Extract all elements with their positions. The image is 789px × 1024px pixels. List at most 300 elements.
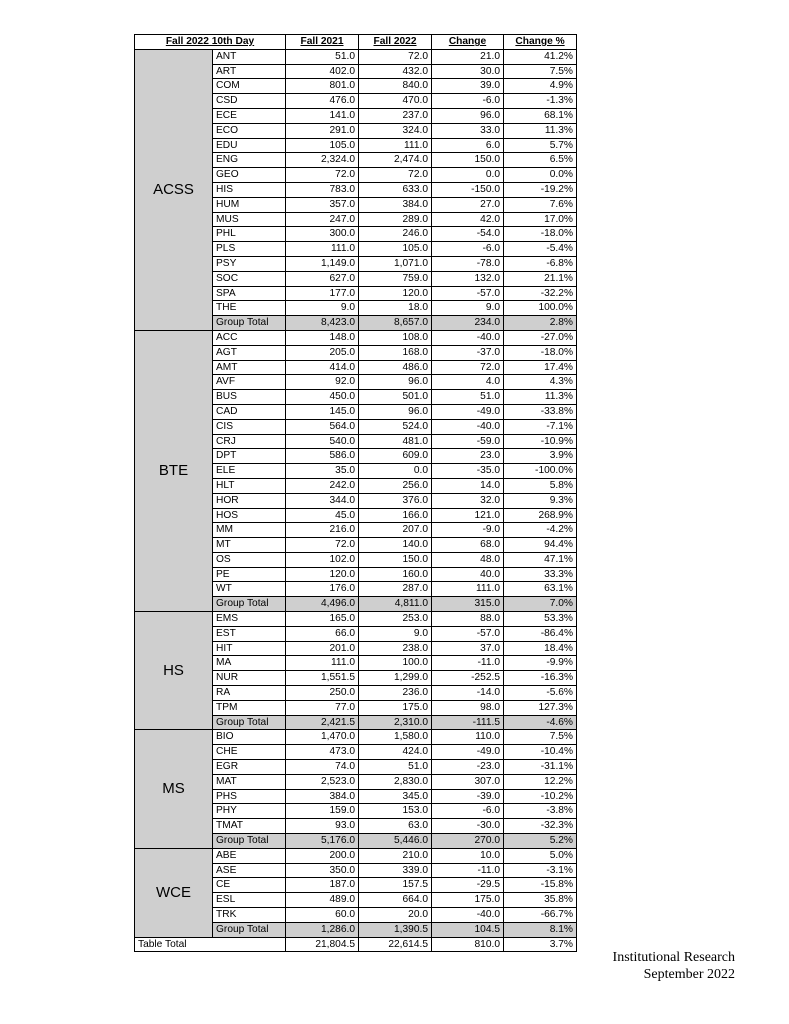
dept-code: HLT — [213, 478, 286, 493]
dept-code: MUS — [213, 212, 286, 227]
fall-2021-value: 357.0 — [286, 197, 359, 212]
fall-2022-value: 140.0 — [359, 538, 432, 553]
fall-2021-value: 165.0 — [286, 612, 359, 627]
dept-code: TRK — [213, 908, 286, 923]
change-pct-value: 18.4% — [504, 641, 577, 656]
change-pct-value: 11.3% — [504, 390, 577, 405]
change-value: 121.0 — [432, 508, 504, 523]
dept-code: ACC — [213, 330, 286, 345]
total-change: -111.5 — [432, 715, 504, 730]
fall-2021-value: 201.0 — [286, 641, 359, 656]
change-value: 33.0 — [432, 123, 504, 138]
table-row — [135, 848, 577, 863]
fall-2021-value: 102.0 — [286, 552, 359, 567]
fall-2022-value: 339.0 — [359, 863, 432, 878]
change-value: -6.0 — [432, 242, 504, 257]
fall-2022-value: 237.0 — [359, 108, 432, 123]
change-value: 9.0 — [432, 301, 504, 316]
fall-2021-value: 1,551.5 — [286, 671, 359, 686]
change-value: 96.0 — [432, 108, 504, 123]
change-pct-value: 5.8% — [504, 478, 577, 493]
change-pct-value: -10.2% — [504, 789, 577, 804]
change-value: 37.0 — [432, 641, 504, 656]
fall-2021-value: 177.0 — [286, 286, 359, 301]
fall-2022-value: 238.0 — [359, 641, 432, 656]
dept-code: TPM — [213, 700, 286, 715]
header-change-pct: Change % — [504, 35, 577, 50]
dept-code: RA — [213, 686, 286, 701]
change-pct-value: 11.3% — [504, 123, 577, 138]
change-value: -30.0 — [432, 819, 504, 834]
dept-code: MAT — [213, 774, 286, 789]
fall-2021-value: 2,324.0 — [286, 153, 359, 168]
change-value: 307.0 — [432, 774, 504, 789]
dept-code: HOR — [213, 493, 286, 508]
fall-2021-value: 564.0 — [286, 419, 359, 434]
change-pct-value: -66.7% — [504, 908, 577, 923]
fall-2021-value: 205.0 — [286, 345, 359, 360]
dept-code: GEO — [213, 168, 286, 183]
fall-2022-value: 72.0 — [359, 168, 432, 183]
change-pct-value: 68.1% — [504, 108, 577, 123]
change-value: 175.0 — [432, 893, 504, 908]
change-value: -37.0 — [432, 345, 504, 360]
change-value: 72.0 — [432, 360, 504, 375]
change-pct-value: 5.0% — [504, 848, 577, 863]
change-pct-value: 63.1% — [504, 582, 577, 597]
total-fall-2021: 1,286.0 — [286, 922, 359, 937]
table-total-row — [135, 937, 577, 952]
change-value: -57.0 — [432, 626, 504, 641]
change-pct-value: -3.1% — [504, 863, 577, 878]
fall-2022-value: 96.0 — [359, 375, 432, 390]
change-pct-value: 127.3% — [504, 700, 577, 715]
change-value: -11.0 — [432, 656, 504, 671]
fall-2022-value: 256.0 — [359, 478, 432, 493]
fall-2022-value: 51.0 — [359, 760, 432, 775]
change-pct-value: 5.7% — [504, 138, 577, 153]
change-pct-value: 17.4% — [504, 360, 577, 375]
change-value: 32.0 — [432, 493, 504, 508]
change-pct-value: -19.2% — [504, 182, 577, 197]
change-pct-value: -16.3% — [504, 671, 577, 686]
fall-2022-value: 253.0 — [359, 612, 432, 627]
dept-code: MT — [213, 538, 286, 553]
dept-code: EST — [213, 626, 286, 641]
header-row — [135, 35, 577, 50]
total-fall-2022: 8,657.0 — [359, 316, 432, 331]
fall-2021-value: 51.0 — [286, 49, 359, 64]
change-value: 6.0 — [432, 138, 504, 153]
fall-2022-value: 384.0 — [359, 197, 432, 212]
change-pct-value: -32.2% — [504, 286, 577, 301]
change-pct-value: 47.1% — [504, 552, 577, 567]
dept-code: EGR — [213, 760, 286, 775]
fall-2021-value: 159.0 — [286, 804, 359, 819]
dept-code: COM — [213, 79, 286, 94]
fall-2022-value: 609.0 — [359, 449, 432, 464]
dept-code: TMAT — [213, 819, 286, 834]
fall-2021-value: 1,149.0 — [286, 256, 359, 271]
change-value: 14.0 — [432, 478, 504, 493]
change-value: -11.0 — [432, 863, 504, 878]
change-value: 4.0 — [432, 375, 504, 390]
fall-2021-value: 216.0 — [286, 523, 359, 538]
fall-2021-value: 2,523.0 — [286, 774, 359, 789]
fall-2022-value: 246.0 — [359, 227, 432, 242]
change-value: 48.0 — [432, 552, 504, 567]
change-pct-value: -31.1% — [504, 760, 577, 775]
fall-2022-value: 207.0 — [359, 523, 432, 538]
change-value: -54.0 — [432, 227, 504, 242]
fall-2021-value: 242.0 — [286, 478, 359, 493]
dept-code: HUM — [213, 197, 286, 212]
dept-code: AMT — [213, 360, 286, 375]
dept-code: ABE — [213, 848, 286, 863]
fall-2022-value: 376.0 — [359, 493, 432, 508]
change-pct-value: -100.0% — [504, 464, 577, 479]
change-pct-value: 7.5% — [504, 64, 577, 79]
dept-code: ASE — [213, 863, 286, 878]
group-total-label: Group Total — [213, 715, 286, 730]
fall-2021-value: 586.0 — [286, 449, 359, 464]
fall-2022-value: 175.0 — [359, 700, 432, 715]
header-fall-2021: Fall 2021 — [286, 35, 359, 50]
fall-2022-value: 160.0 — [359, 567, 432, 582]
fall-2022-value: 664.0 — [359, 893, 432, 908]
table-total-label: Table Total — [135, 937, 286, 952]
fall-2021-value: 176.0 — [286, 582, 359, 597]
dept-code: CHE — [213, 745, 286, 760]
fall-2022-value: 63.0 — [359, 819, 432, 834]
fall-2022-value: 432.0 — [359, 64, 432, 79]
dept-code: MM — [213, 523, 286, 538]
fall-2021-value: 250.0 — [286, 686, 359, 701]
grand-change: 810.0 — [432, 937, 504, 952]
fall-2021-value: 148.0 — [286, 330, 359, 345]
total-fall-2022: 1,390.5 — [359, 922, 432, 937]
change-value: -29.5 — [432, 878, 504, 893]
dept-code: WT — [213, 582, 286, 597]
change-value: -35.0 — [432, 464, 504, 479]
fall-2021-value: 111.0 — [286, 656, 359, 671]
fall-2021-value: 72.0 — [286, 538, 359, 553]
change-value: 111.0 — [432, 582, 504, 597]
group-total-label: Group Total — [213, 316, 286, 331]
change-value: -40.0 — [432, 419, 504, 434]
fall-2022-value: 210.0 — [359, 848, 432, 863]
change-value: -40.0 — [432, 908, 504, 923]
dept-code: CSD — [213, 94, 286, 109]
fall-2021-value: 74.0 — [286, 760, 359, 775]
change-value: -252.5 — [432, 671, 504, 686]
change-pct-value: 100.0% — [504, 301, 577, 316]
change-pct-value: -86.4% — [504, 626, 577, 641]
header-change: Change — [432, 35, 504, 50]
total-fall-2022: 5,446.0 — [359, 834, 432, 849]
fall-2022-value: 345.0 — [359, 789, 432, 804]
change-pct-value: -7.1% — [504, 419, 577, 434]
total-fall-2021: 2,421.5 — [286, 715, 359, 730]
dept-code: EDU — [213, 138, 286, 153]
fall-2022-value: 18.0 — [359, 301, 432, 316]
change-pct-value: -18.0% — [504, 227, 577, 242]
dept-code: CAD — [213, 404, 286, 419]
group-label: MS — [135, 730, 213, 848]
change-value: -49.0 — [432, 404, 504, 419]
group-label: WCE — [135, 848, 213, 937]
change-pct-value: -5.6% — [504, 686, 577, 701]
change-pct-value: 4.3% — [504, 375, 577, 390]
fall-2021-value: 247.0 — [286, 212, 359, 227]
table-row — [135, 330, 577, 345]
dept-code: HIS — [213, 182, 286, 197]
footer-department: Institutional Research — [612, 950, 735, 965]
change-value: 21.0 — [432, 49, 504, 64]
dept-code: CIS — [213, 419, 286, 434]
total-change-pct: -4.6% — [504, 715, 577, 730]
fall-2022-value: 759.0 — [359, 271, 432, 286]
dept-code: BIO — [213, 730, 286, 745]
change-pct-value: -27.0% — [504, 330, 577, 345]
change-value: 23.0 — [432, 449, 504, 464]
fall-2022-value: 481.0 — [359, 434, 432, 449]
change-pct-value: -6.8% — [504, 256, 577, 271]
fall-2021-value: 473.0 — [286, 745, 359, 760]
group-total-label: Group Total — [213, 834, 286, 849]
change-pct-value: 33.3% — [504, 567, 577, 582]
fall-2022-value: 2,830.0 — [359, 774, 432, 789]
fall-2022-value: 150.0 — [359, 552, 432, 567]
grand-fall-2021: 21,804.5 — [286, 937, 359, 952]
fall-2021-value: 489.0 — [286, 893, 359, 908]
total-change-pct: 5.2% — [504, 834, 577, 849]
fall-2022-value: 108.0 — [359, 330, 432, 345]
change-value: 110.0 — [432, 730, 504, 745]
fall-2022-value: 100.0 — [359, 656, 432, 671]
dept-code: SOC — [213, 271, 286, 286]
dept-code: MA — [213, 656, 286, 671]
fall-2021-value: 200.0 — [286, 848, 359, 863]
group-total-label: Group Total — [213, 597, 286, 612]
change-value: -78.0 — [432, 256, 504, 271]
dept-code: ART — [213, 64, 286, 79]
dept-code: HIT — [213, 641, 286, 656]
dept-code: EMS — [213, 612, 286, 627]
dept-code: ESL — [213, 893, 286, 908]
group-label: BTE — [135, 330, 213, 611]
change-pct-value: -5.4% — [504, 242, 577, 257]
change-value: 10.0 — [432, 848, 504, 863]
fall-2021-value: 93.0 — [286, 819, 359, 834]
change-pct-value: -10.4% — [504, 745, 577, 760]
total-change: 234.0 — [432, 316, 504, 331]
enrollment-table — [134, 34, 577, 952]
dept-code: CRJ — [213, 434, 286, 449]
dept-code: PHS — [213, 789, 286, 804]
dept-code: DPT — [213, 449, 286, 464]
fall-2022-value: 105.0 — [359, 242, 432, 257]
fall-2022-value: 1,071.0 — [359, 256, 432, 271]
dept-code: NUR — [213, 671, 286, 686]
dept-code: ENG — [213, 153, 286, 168]
dept-code: ANT — [213, 49, 286, 64]
dept-code: ECE — [213, 108, 286, 123]
change-value: -59.0 — [432, 434, 504, 449]
header-term: Fall 2022 10th Day — [135, 35, 286, 50]
dept-code: AGT — [213, 345, 286, 360]
fall-2022-value: 2,474.0 — [359, 153, 432, 168]
change-pct-value: 12.2% — [504, 774, 577, 789]
change-value: -150.0 — [432, 182, 504, 197]
fall-2021-value: 45.0 — [286, 508, 359, 523]
change-pct-value: 268.9% — [504, 508, 577, 523]
fall-2022-value: 120.0 — [359, 286, 432, 301]
fall-2021-value: 111.0 — [286, 242, 359, 257]
total-change-pct: 8.1% — [504, 922, 577, 937]
fall-2022-value: 840.0 — [359, 79, 432, 94]
fall-2021-value: 384.0 — [286, 789, 359, 804]
table-row — [135, 730, 577, 745]
change-pct-value: 53.3% — [504, 612, 577, 627]
fall-2022-value: 166.0 — [359, 508, 432, 523]
fall-2022-value: 0.0 — [359, 464, 432, 479]
fall-2021-value: 476.0 — [286, 94, 359, 109]
dept-code: THE — [213, 301, 286, 316]
change-value: 150.0 — [432, 153, 504, 168]
change-value: 0.0 — [432, 168, 504, 183]
fall-2022-value: 1,580.0 — [359, 730, 432, 745]
fall-2022-value: 289.0 — [359, 212, 432, 227]
fall-2021-value: 187.0 — [286, 878, 359, 893]
change-pct-value: -18.0% — [504, 345, 577, 360]
fall-2021-value: 77.0 — [286, 700, 359, 715]
fall-2022-value: 324.0 — [359, 123, 432, 138]
fall-2021-value: 450.0 — [286, 390, 359, 405]
fall-2021-value: 344.0 — [286, 493, 359, 508]
dept-code: ELE — [213, 464, 286, 479]
fall-2022-value: 501.0 — [359, 390, 432, 405]
dept-code: HOS — [213, 508, 286, 523]
change-pct-value: -32.3% — [504, 819, 577, 834]
total-change: 104.5 — [432, 922, 504, 937]
fall-2021-value: 300.0 — [286, 227, 359, 242]
fall-2021-value: 414.0 — [286, 360, 359, 375]
total-fall-2021: 4,496.0 — [286, 597, 359, 612]
change-value: -57.0 — [432, 286, 504, 301]
change-pct-value: 9.3% — [504, 493, 577, 508]
fall-2022-value: 111.0 — [359, 138, 432, 153]
footer-date: September 2022 — [643, 967, 735, 982]
change-pct-value: -3.8% — [504, 804, 577, 819]
grand-fall-2022: 22,614.5 — [359, 937, 432, 952]
fall-2021-value: 783.0 — [286, 182, 359, 197]
total-fall-2022: 2,310.0 — [359, 715, 432, 730]
dept-code: PHY — [213, 804, 286, 819]
change-value: 88.0 — [432, 612, 504, 627]
table-row — [135, 49, 577, 64]
change-value: -49.0 — [432, 745, 504, 760]
change-value: 39.0 — [432, 79, 504, 94]
total-fall-2021: 5,176.0 — [286, 834, 359, 849]
fall-2022-value: 9.0 — [359, 626, 432, 641]
change-pct-value: 7.6% — [504, 197, 577, 212]
change-pct-value: -4.2% — [504, 523, 577, 538]
change-value: -39.0 — [432, 789, 504, 804]
fall-2022-value: 96.0 — [359, 404, 432, 419]
fall-2021-value: 402.0 — [286, 64, 359, 79]
fall-2022-value: 486.0 — [359, 360, 432, 375]
fall-2022-value: 72.0 — [359, 49, 432, 64]
change-value: 132.0 — [432, 271, 504, 286]
fall-2021-value: 120.0 — [286, 567, 359, 582]
change-pct-value: -10.9% — [504, 434, 577, 449]
header-fall-2022: Fall 2022 — [359, 35, 432, 50]
change-value: -23.0 — [432, 760, 504, 775]
fall-2021-value: 801.0 — [286, 79, 359, 94]
fall-2021-value: 540.0 — [286, 434, 359, 449]
dept-code: CE — [213, 878, 286, 893]
fall-2022-value: 470.0 — [359, 94, 432, 109]
fall-2021-value: 60.0 — [286, 908, 359, 923]
total-change-pct: 7.0% — [504, 597, 577, 612]
change-pct-value: 0.0% — [504, 168, 577, 183]
fall-2021-value: 145.0 — [286, 404, 359, 419]
fall-2021-value: 627.0 — [286, 271, 359, 286]
group-total-label: Group Total — [213, 922, 286, 937]
fall-2021-value: 92.0 — [286, 375, 359, 390]
change-value: 51.0 — [432, 390, 504, 405]
change-value: 30.0 — [432, 64, 504, 79]
total-change: 315.0 — [432, 597, 504, 612]
dept-code: ECO — [213, 123, 286, 138]
fall-2021-value: 9.0 — [286, 301, 359, 316]
change-value: 98.0 — [432, 700, 504, 715]
fall-2022-value: 153.0 — [359, 804, 432, 819]
change-pct-value: -9.9% — [504, 656, 577, 671]
total-fall-2021: 8,423.0 — [286, 316, 359, 331]
dept-code: PLS — [213, 242, 286, 257]
change-value: 42.0 — [432, 212, 504, 227]
fall-2021-value: 1,470.0 — [286, 730, 359, 745]
change-pct-value: 6.5% — [504, 153, 577, 168]
change-value: -6.0 — [432, 94, 504, 109]
report-footer — [585, 949, 735, 983]
dept-code: AVF — [213, 375, 286, 390]
change-value: 68.0 — [432, 538, 504, 553]
total-change-pct: 2.8% — [504, 316, 577, 331]
change-pct-value: 21.1% — [504, 271, 577, 286]
fall-2021-value: 350.0 — [286, 863, 359, 878]
change-value: -14.0 — [432, 686, 504, 701]
change-value: -9.0 — [432, 523, 504, 538]
fall-2022-value: 1,299.0 — [359, 671, 432, 686]
fall-2022-value: 424.0 — [359, 745, 432, 760]
total-change: 270.0 — [432, 834, 504, 849]
change-pct-value: -15.8% — [504, 878, 577, 893]
change-pct-value: 17.0% — [504, 212, 577, 227]
fall-2022-value: 20.0 — [359, 908, 432, 923]
change-pct-value: 94.4% — [504, 538, 577, 553]
fall-2022-value: 168.0 — [359, 345, 432, 360]
dept-code: PE — [213, 567, 286, 582]
table-row — [135, 612, 577, 627]
fall-2021-value: 105.0 — [286, 138, 359, 153]
change-pct-value: 35.8% — [504, 893, 577, 908]
change-value: -6.0 — [432, 804, 504, 819]
change-pct-value: 41.2% — [504, 49, 577, 64]
fall-2021-value: 35.0 — [286, 464, 359, 479]
